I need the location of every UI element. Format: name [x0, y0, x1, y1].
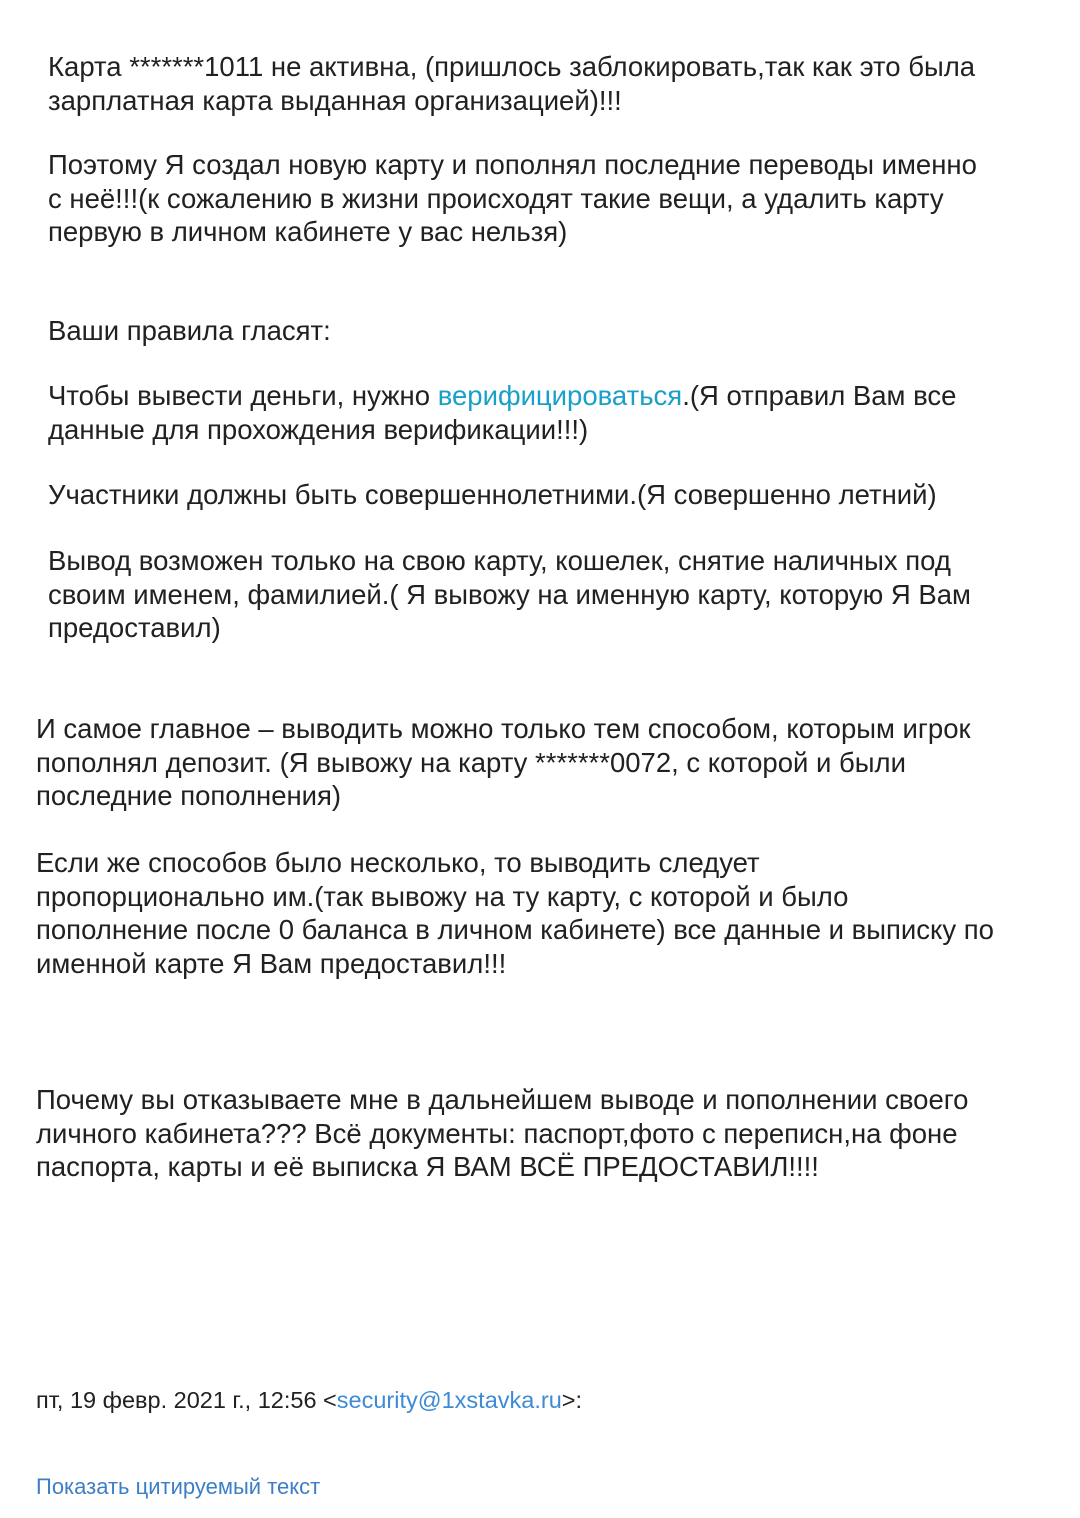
quote-header	[36, 1385, 582, 1415]
verification-text-after: .(Я отправил Вам все данные для прохождения верификации!!!)	[48, 380, 957, 445]
verification-link[interactable]: верифицироваться	[437, 380, 683, 411]
quote-date: пт, 19 февр. 2021 г., 12:56 <	[36, 1387, 337, 1413]
paragraph-rules-intro: Ваши правила гласят:	[48, 315, 331, 346]
paragraph-card-inactive: Карта *******1011 не активна, (пришлось заблокировать,так как это была зарплатная карта выданная организацией)!!!	[48, 51, 976, 116]
verification-text-before: Чтобы вывести деньги, нужно	[48, 380, 438, 411]
paragraph-withdraw-own-card: Вывод возможен только на свою карту, кошелек, снятие наличных под своим именем, фамилией.( Я вывожу на именную карту, которую Я Вам предоставил)	[48, 545, 971, 643]
paragraph-verification	[48, 379, 1058, 446]
show-quoted-text-link[interactable]: Показать цитируемый текст	[36, 1474, 321, 1499]
paragraph-new-card: Поэтому Я создал новую карту и пополнял последние переводы именно с неё!!!(к сожалению в жизни происходят такие вещи, а удалить карту первую в личном кабинете у вас нельзя)	[48, 149, 977, 247]
paragraph-proportional: Если же способов было несколько, то выводить следует пропорционально им.(так вывожу на ту карту, с которой и было пополнение после 0 баланса в личном кабинете) все данные и выписку по именной карте Я Вам предоставил!!!	[36, 847, 994, 979]
paragraph-adults: Участники должны быть совершеннолетними.(Я совершенно летний)	[48, 479, 937, 510]
quote-header-suffix: >:	[561, 1387, 583, 1413]
paragraph-main-rule: И самое главное – выводить можно только тем способом, которым игрок пополнял депозит. (Я вывожу на карту *******0072, с которой и были последние пополнения)	[36, 713, 971, 811]
paragraph-why-refuse: Почему вы отказываете мне в дальнейшем выводе и пополнении своего личного кабинета??? Всё документы: паспорт,фото с переписн,на фоне паспорта, карты и её выписка Я ВАМ ВСЁ ПРЕДОСТАВИЛ!!!!	[36, 1084, 969, 1182]
sender-email-link[interactable]: security@1xstavka.ru	[336, 1387, 562, 1413]
